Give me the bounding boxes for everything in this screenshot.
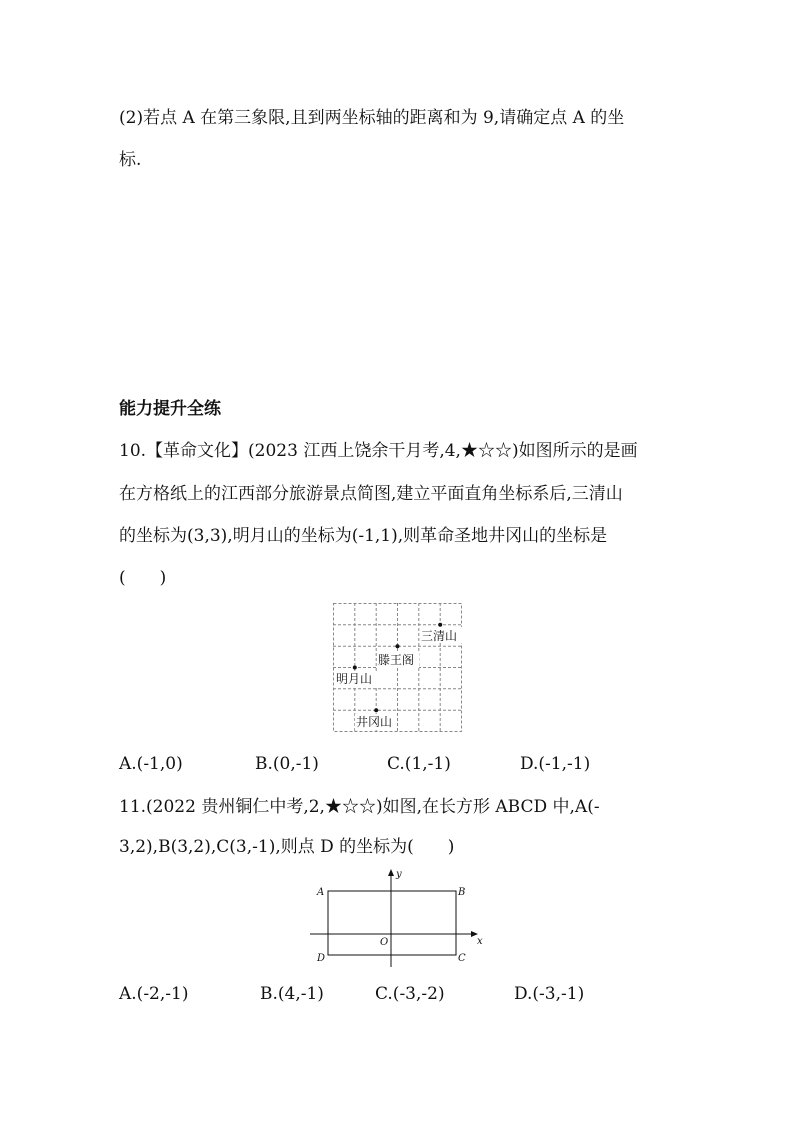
section-title: 能力提升全练 bbox=[119, 399, 221, 419]
mingyue-label: 明月山 bbox=[336, 672, 373, 686]
jinggang-label: 井冈山 bbox=[356, 715, 393, 729]
q11-option-c: C.(-3,-2) bbox=[375, 984, 445, 1004]
label-x-axis: x bbox=[477, 936, 483, 947]
jinggang-point bbox=[374, 708, 378, 712]
label-b: B bbox=[458, 887, 466, 898]
q11-option-a: A.(-2,-1) bbox=[119, 984, 189, 1004]
q10-line3: 的坐标为(3,3),明月山的坐标为(-1,1),则革命圣地井冈山的坐标是 bbox=[119, 526, 608, 546]
y-axis-arrow bbox=[388, 869, 394, 876]
q10-option-c: C.(1,-1) bbox=[387, 754, 451, 774]
q10-grid-map bbox=[333, 603, 463, 733]
label-y-axis: y bbox=[396, 869, 402, 880]
tengwang-point bbox=[396, 644, 400, 648]
q11-line1: 11.(2022 贵州铜仁中考,2,★☆☆)如图,在长方形 ABCD 中,A(- bbox=[119, 797, 600, 817]
rectangle-abcd bbox=[328, 891, 456, 955]
q10-line2: 在方格纸上的江西部分旅游景点简图,建立平面直角坐标系后,三清山 bbox=[119, 484, 623, 504]
q10-option-a: A.(-1,0) bbox=[119, 754, 183, 774]
sanqing-label: 三清山 bbox=[421, 629, 458, 643]
q11-line2: 3,2),B(3,2),C(3,-1),则点 D 的坐标为( ) bbox=[119, 837, 455, 857]
q9-part2-line1: (2)若点 A 在第三象限,且到两坐标轴的距离和为 9,请确定点 A 的坐 bbox=[119, 108, 625, 128]
q11-option-d: D.(-3,-1) bbox=[514, 984, 585, 1004]
sanqing-point bbox=[438, 623, 442, 627]
q9-part2-line2: 标. bbox=[119, 150, 142, 170]
label-a: A bbox=[317, 887, 325, 898]
q10-option-d: D.(-1,-1) bbox=[520, 754, 591, 774]
q10-line1: 10.【革命文化】(2023 江西上饶余干月考,4,★☆☆)如图所示的是画 bbox=[119, 441, 638, 461]
tengwang-label: 滕王阁 bbox=[378, 653, 415, 667]
q11-rectangle-figure bbox=[310, 867, 510, 967]
label-origin: O bbox=[380, 937, 389, 948]
q11-option-b: B.(4,-1) bbox=[260, 984, 324, 1004]
label-c: C bbox=[458, 953, 466, 964]
q10-answer-blank: ( ) bbox=[119, 568, 167, 588]
q10-option-b: B.(0,-1) bbox=[255, 754, 319, 774]
mingyue-point bbox=[353, 666, 357, 670]
label-d: D bbox=[317, 953, 326, 964]
